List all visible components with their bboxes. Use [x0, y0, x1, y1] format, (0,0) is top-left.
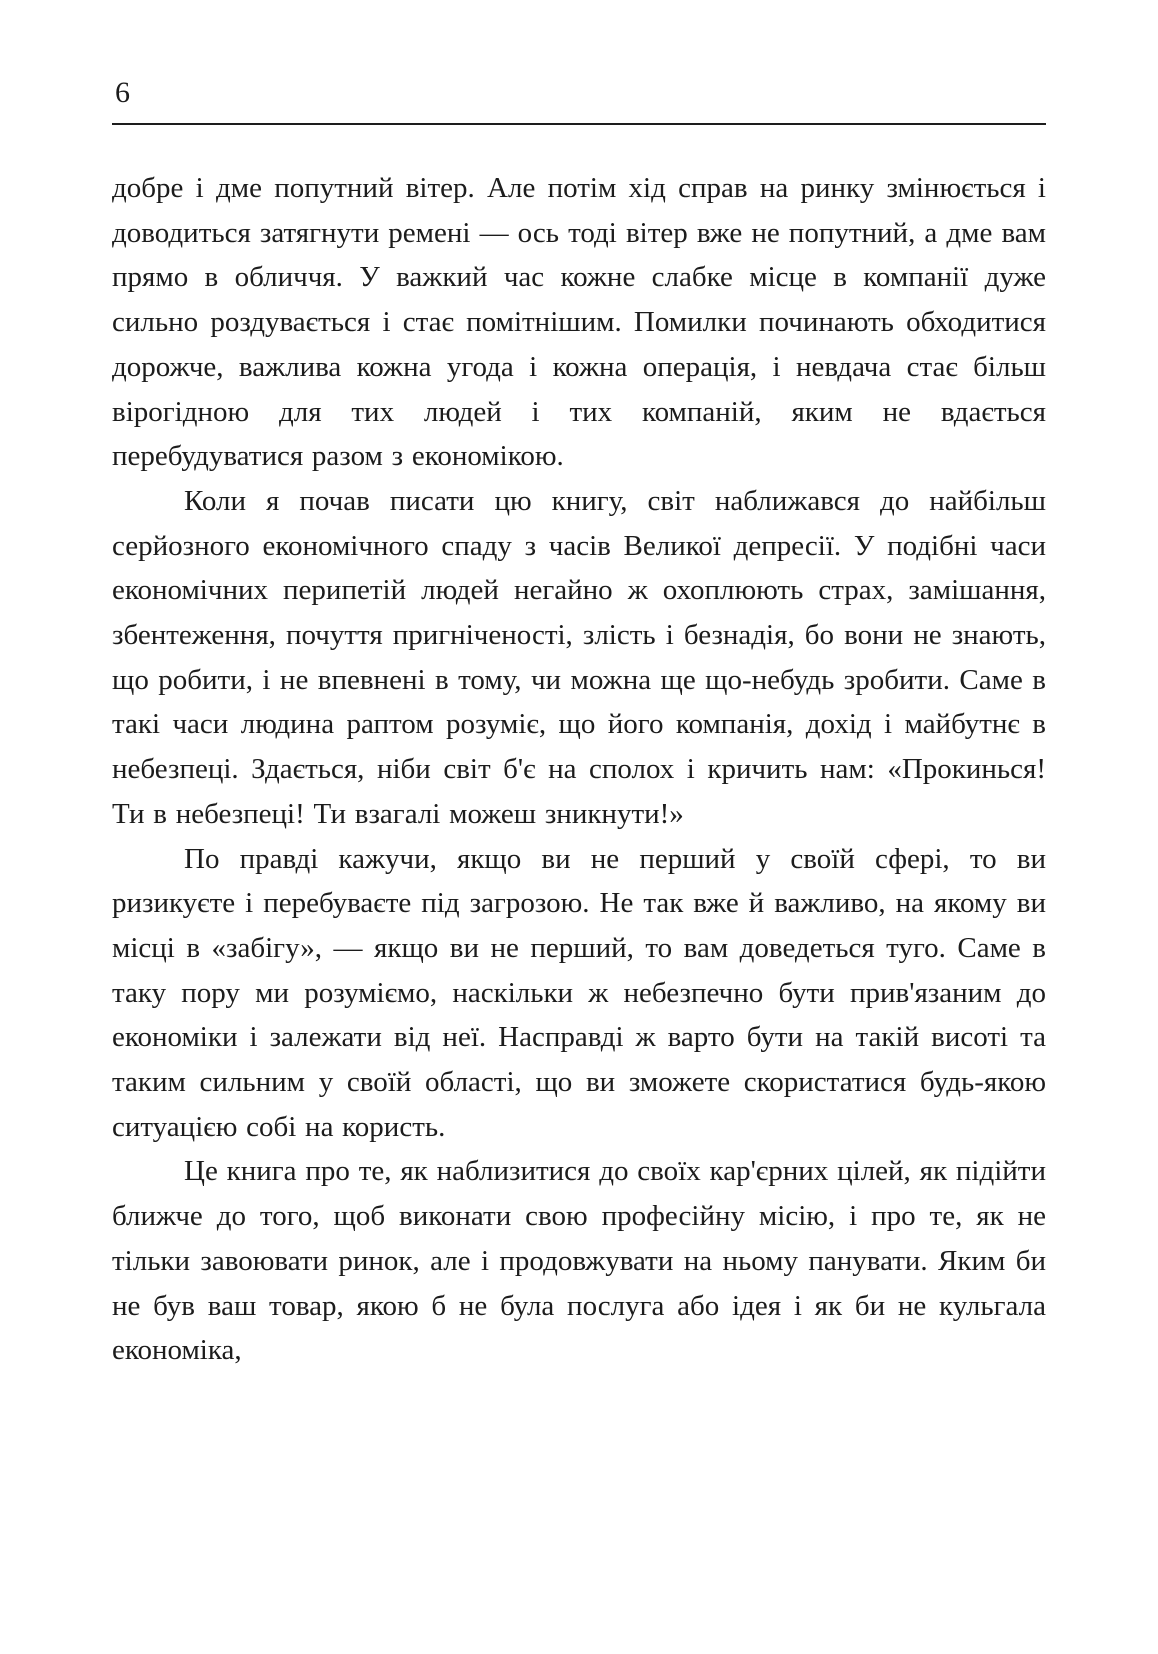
page-number: 6 [115, 76, 130, 109]
paragraph: Це книга про те, як наблизитися до своїх кар'єрних цілей, як підійти ближче до того, щоб виконати свою професійну місію, і про те, як не тільки завоювати ринок, але і продовжувати на ньому панувати. Яким би не був ваш товар, якою б не була послуга або ідея і як би не кульгала економіка, [112, 1155, 1046, 1367]
header-rule [112, 123, 1046, 125]
paragraph: добре і дме попутний вітер. Але потім хід справ на ринку змінюється і доводиться затягнути ремені — ось тоді вітер вже не попутний, а дме вам прямо в обличчя. У важкий час кожне слабке місце в компанії дуже сильно роздувається і стає помітнішим. Помилки починають обходитися дорожче, важлива кожна угода і кожна операція, і невдача стає більш вірогідною для тих людей і тих компаній, яким не вдається перебудуватися разом з економікою. [112, 172, 1046, 473]
paragraph: Коли я почав писати цю книгу, світ наближався до найбільш серйозного економічного спаду з часів Великої депресії. У подібні часи економічних перипетій людей негайно ж охоплюють страх, замішання, збентеження, почуття пригніченості, злість і безнадія, бо вони не знають, що робити, і не впевнені в тому, чи можна ще що-небудь зробити. Саме в такі часи людина раптом розуміє, що його компанія, дохід і майбутнє в небезпеці. Здається, ніби світ б'є на сполох і кричить нам: «Прокинься! Ти в небезпеці! Ти взагалі можеш зникнути!» [112, 484, 1046, 830]
paragraph: По правді кажучи, якщо ви не перший у своїй сфері, то ви ризикуєте і перебуваєте під загрозою. Не так вже й важливо, на якому ви місці в «забігу», — якщо ви не перший, то вам доведеться туго. Саме в таку пору ми розуміємо, наскільки ж небезпечно бути прив'язаним до економіки і залежати від неї. Насправді ж варто бути на такій висоті та таким сильним у своїй області, що ви зможете скористатися будь-якою ситуацією собі на користь. [112, 842, 1046, 1143]
body-text [112, 166, 1046, 1373]
page-header [112, 78, 1046, 125]
